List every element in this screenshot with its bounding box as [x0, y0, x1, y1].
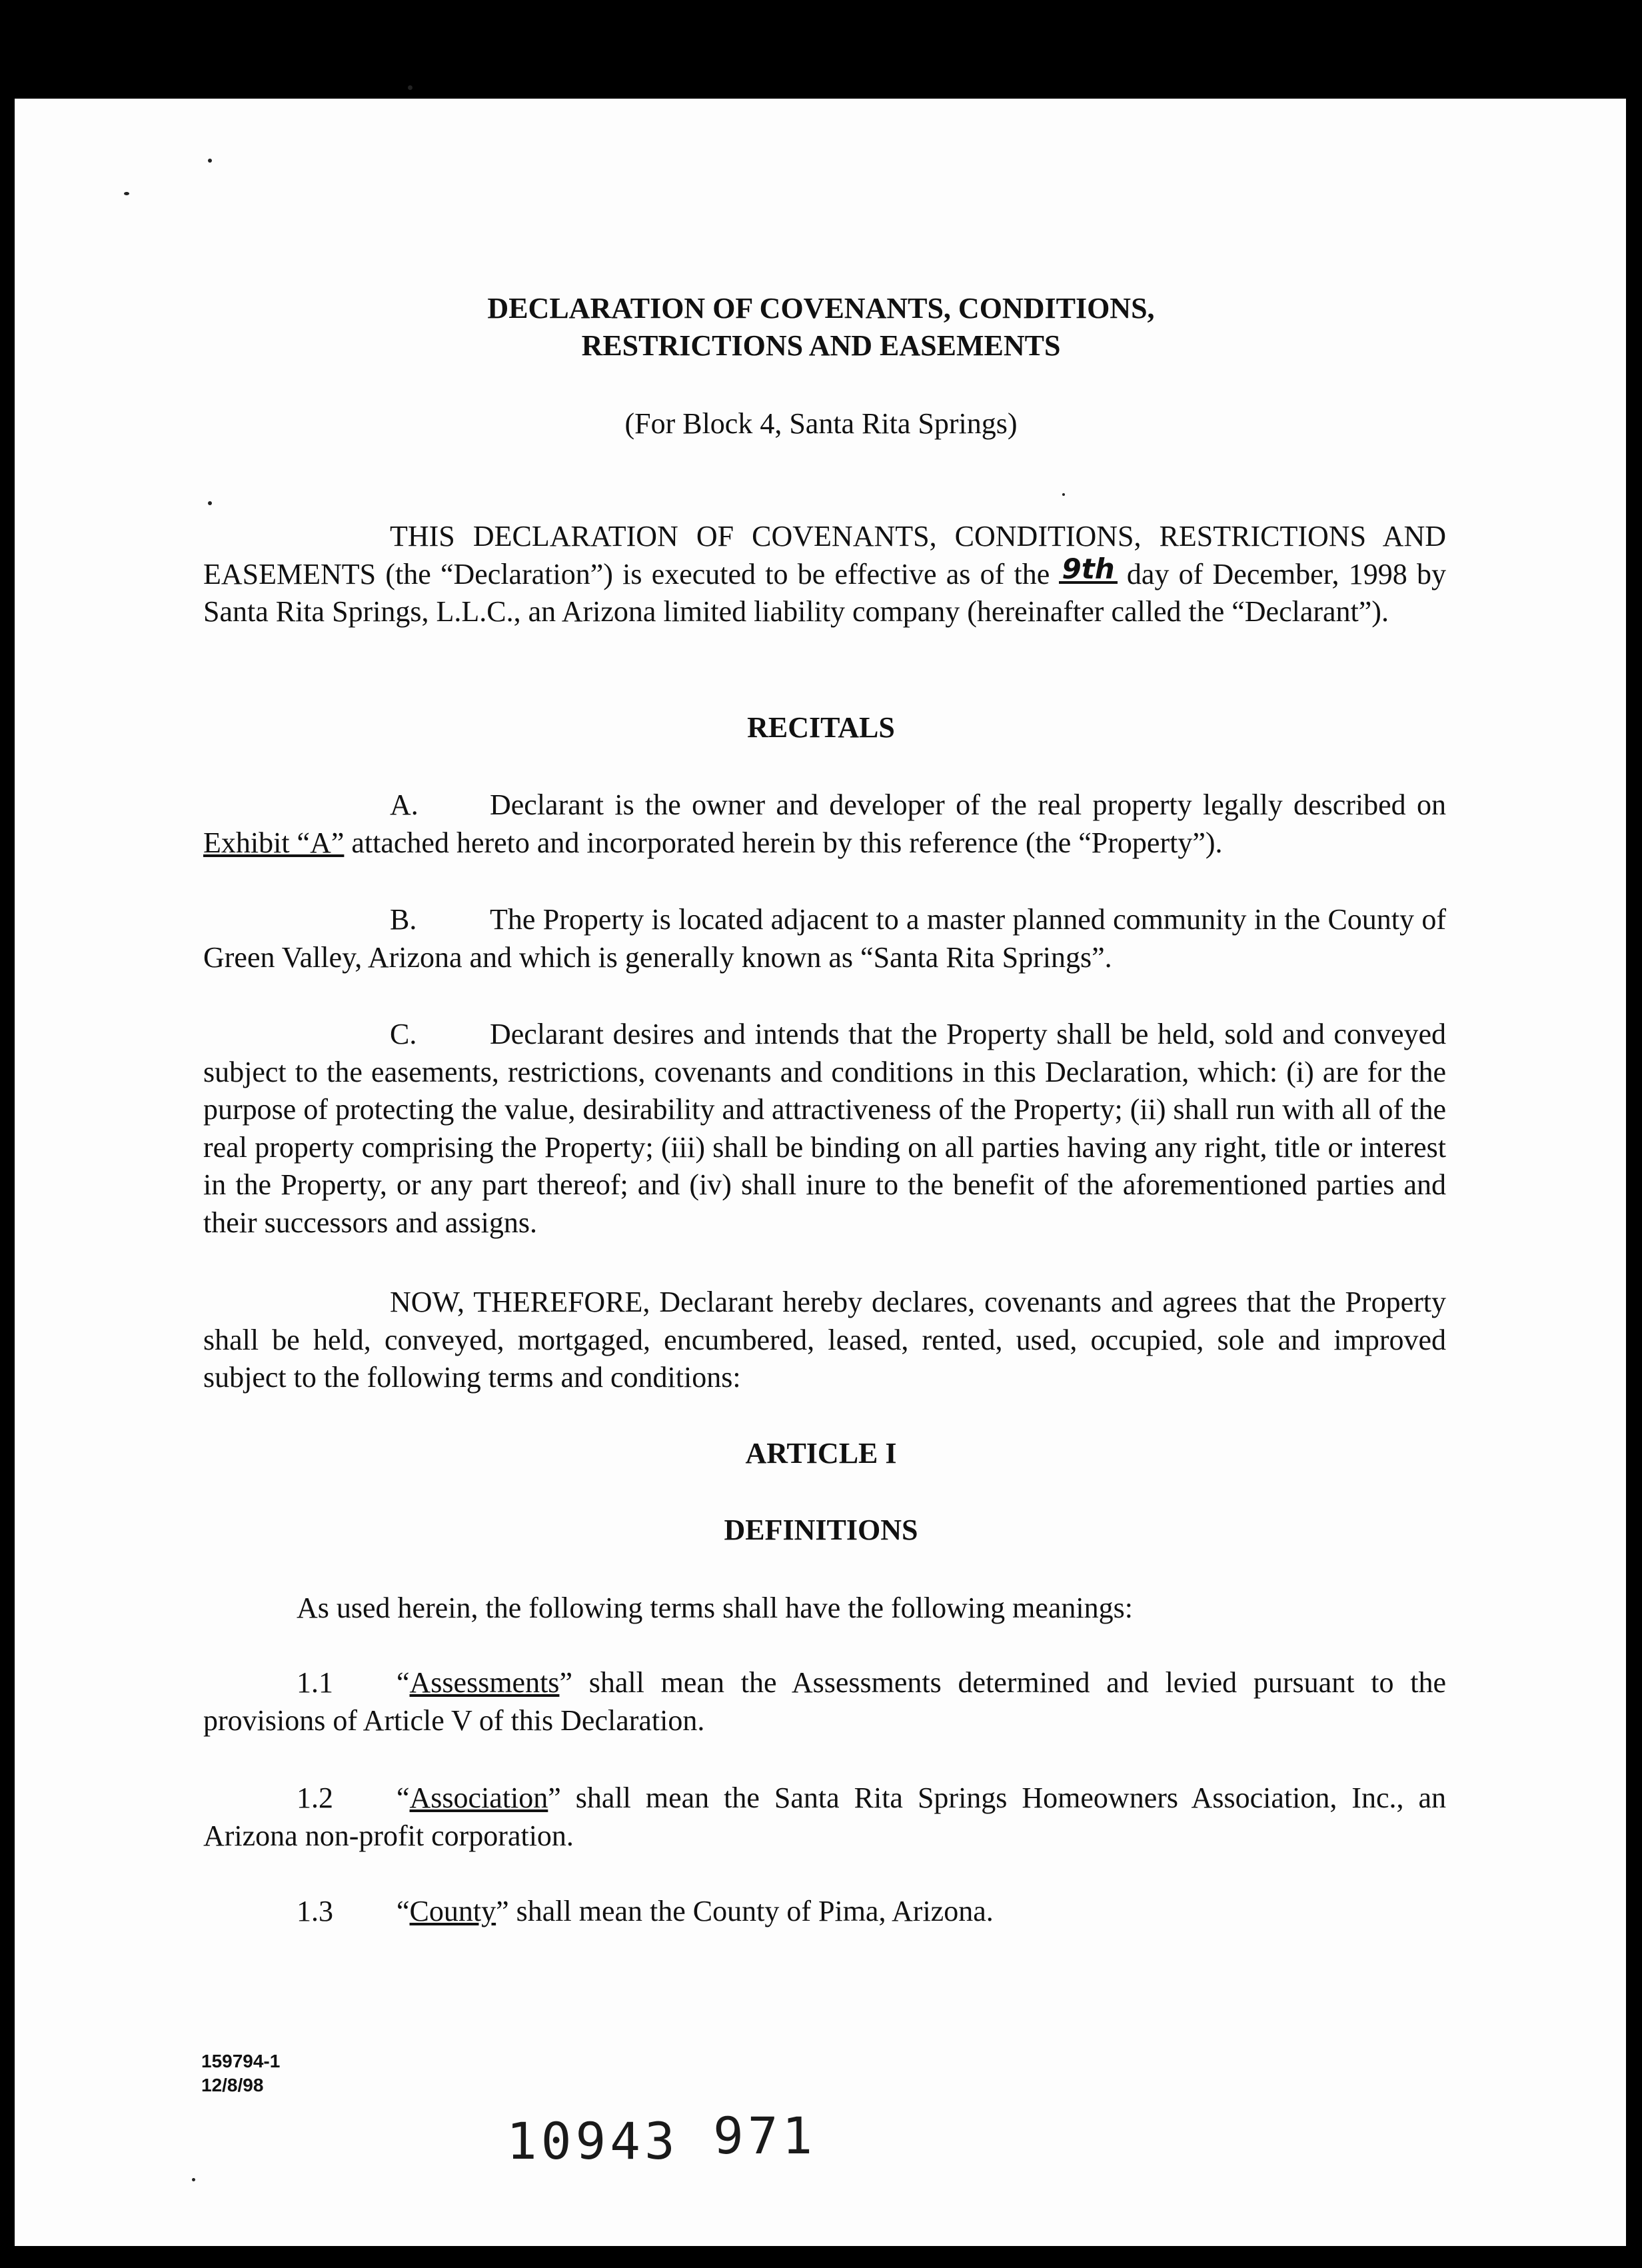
definition-1-1-number: 1.1 [297, 1666, 333, 1699]
footer-date: 12/8/98 [201, 2075, 264, 2095]
handwritten-day: 9th [1059, 557, 1117, 584]
article-heading: ARTICLE I [745, 1437, 897, 1470]
scan-speck [208, 501, 212, 505]
now-therefore-paragraph [203, 1284, 1446, 1397]
definition-1-2-number: 1.2 [297, 1781, 333, 1814]
document-title [0, 290, 1642, 365]
recital-c [203, 1016, 1446, 1242]
footer-document-code [201, 2049, 280, 2097]
definition-1-2-text: ” shall mean the Santa Rita Springs Homeowners Association, Inc., an Arizona non-profit corporation. [203, 1781, 1446, 1852]
intro-text-2: day of December, 1998 by Santa Rita Springs, L.L.C., an Arizona limited liability company (hereinafter called the “Declarant”). [203, 557, 1446, 628]
recital-b-label: B. [390, 903, 417, 936]
intro-text-1: THIS DECLARATION OF COVENANTS, CONDITIONS, RESTRICTIONS AND EASEMENTS (the “Declaration”) is executed to be effective as of the [203, 520, 1446, 590]
recital-c-label: C. [390, 1018, 417, 1050]
exhibit-a-reference: Exhibit “A” [203, 826, 345, 859]
definition-1-3-number: 1.3 [297, 1895, 333, 1927]
scan-speck [1062, 493, 1065, 496]
title-line-1: DECLARATION OF COVENANTS, CONDITIONS, [487, 292, 1155, 325]
definition-1-1-text: ” shall mean the Assessments determined and levied pursuant to the provisions of Article V of this Declaration. [203, 1666, 1446, 1737]
recording-stamp-book: 10943 [506, 2111, 679, 2171]
document-subtitle: (For Block 4, Santa Rita Springs) [624, 407, 1018, 440]
title-line-2: RESTRICTIONS AND EASEMENTS [581, 329, 1061, 362]
scan-speck [208, 159, 212, 163]
scan-speck [408, 85, 412, 90]
scan-speck [124, 192, 129, 195]
definitions-intro-text: As used herein, the following terms shall have the following meanings: [297, 1592, 1133, 1624]
recording-stamp-page: 971 [713, 2106, 817, 2165]
footer-code: 159794-1 [201, 2051, 281, 2071]
definition-1-3-text: ” shall mean the County of Pima, Arizona. [496, 1895, 994, 1927]
recital-c-text: Declarant desires and intends that the Property shall be held, sold and conveyed subject to the easements, restrictions, covenants and conditions in this Declaration, which: (i) are for the purpose of protecting the value, desirability and attractiveness of the Property; (ii) shall run with all of the real property comprising the Property; (iii) shall be binding on all parties having any right, title or interest in the Property, or any part thereof; and (iv) shall inure to the benefit of the aforementioned parties and their successors and assigns. [203, 1018, 1446, 1239]
recital-a [203, 786, 1446, 862]
scan-speck [192, 2178, 195, 2181]
definition-1-3-term: County [409, 1895, 496, 1927]
definitions-intro [203, 1590, 1446, 1628]
recital-a-text-2: attached hereto and incorporated herein by this reference (the “Property”). [344, 826, 1223, 859]
recitals-heading: RECITALS [747, 711, 895, 744]
definition-1-3: 1.3 “County” shall mean the County of Pima, Arizona. [203, 1893, 1446, 1931]
intro-paragraph [203, 518, 1446, 631]
definition-1-2-term: Association [409, 1781, 548, 1814]
definitions-heading: DEFINITIONS [724, 1514, 918, 1546]
recital-a-label: A. [390, 788, 418, 821]
recital-b-text: The Property is located adjacent to a master planned community in the County of Green Valley, Arizona and which is generally known as “Santa Rita Springs”. [203, 903, 1446, 974]
now-therefore-text: NOW, THEREFORE, Declarant hereby declares, covenants and agrees that the Property shall be held, conveyed, mortgaged, encumbered, leased, rented, used, occupied, sole and improved subject to the following terms and conditions: [203, 1286, 1446, 1394]
definition-1-1-term: Assessments [409, 1666, 560, 1699]
recital-b [203, 901, 1446, 976]
definition-1-2: 1.2 “Association” shall mean the Santa Rita Springs Homeowners Association, Inc., an Arizona non-profit corporation. [203, 1779, 1446, 1855]
recital-a-text-1: Declarant is the owner and developer of the real property legally described on [490, 788, 1446, 821]
definition-1-1: 1.1 “Assessments” shall mean the Assessments determined and levied pursuant to the provisions of Article V of this Declaration. [203, 1664, 1446, 1739]
